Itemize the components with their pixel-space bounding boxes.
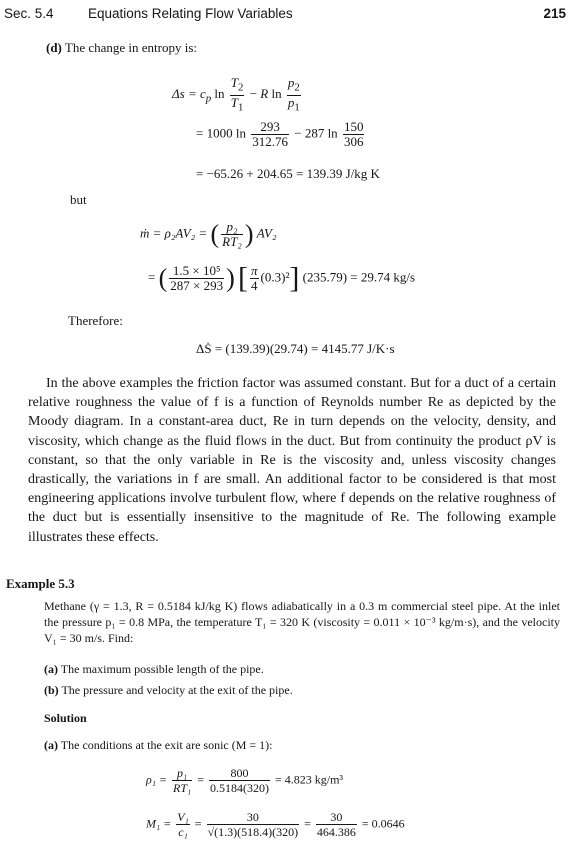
entropy-rate-equation: ΔṠ = (139.39)(29.74) = 4145.77 J/K·s xyxy=(196,341,395,356)
item-a-text: The maximum possible length of the pipe. xyxy=(60,662,264,676)
eq5-f1-num: 1.5 × 10⁵ xyxy=(169,264,224,279)
mass-flow-numeric xyxy=(148,261,416,295)
eq5-left-bracket: [ xyxy=(238,261,249,295)
section-title: Equations Relating Flow Variables xyxy=(88,6,293,21)
eq8-fraction-2 xyxy=(207,810,300,839)
entropy-result: = −65.26 + 204.65 = 139.39 J/kg K xyxy=(196,166,380,181)
item-a-label: (a) xyxy=(44,662,58,676)
sol-a-label: (a) xyxy=(44,738,58,752)
eq4-f-num: p₂ xyxy=(226,219,238,234)
eq8-fraction-3 xyxy=(316,810,357,839)
eq1-p-num-sub: 2 xyxy=(294,81,300,94)
eq7-fraction-2 xyxy=(209,766,270,795)
eq2-f1-num: 293 xyxy=(251,120,289,135)
eq1-r: R xyxy=(260,86,269,102)
solution-part-a xyxy=(44,738,273,753)
section-number: Sec. 5.4 xyxy=(4,6,54,21)
eq5-left-paren: ( xyxy=(158,263,168,293)
eq8-equals: = xyxy=(194,816,202,831)
eq1-temperature-ratio xyxy=(230,76,245,114)
eq2-f1-den: 312.76 xyxy=(252,134,288,149)
eq5-f2-den: 4 xyxy=(251,278,258,293)
page-header xyxy=(4,6,566,26)
eq1-p-den: p xyxy=(287,94,295,110)
eq1-cp-sub: p xyxy=(205,92,212,105)
entropy-equation xyxy=(172,76,303,114)
eq5-right-paren: ) xyxy=(226,263,235,293)
eq2-fraction-1 xyxy=(251,120,289,149)
body-paragraph: In the above examples the friction factor was assumed constant. But for a duct of a certain relative roughness the value of f is a function of Reynolds number Re as depicted by the Moody diagram. In a constant-area duct, Re in turn depends on the velocity, density, and viscosity, which change as the fluid flows in the duct. But from continuity the product ρV is constant, so that the only variable in Re is the viscosity and, unless viscosity changes drastically, the variations in f are small. An additional factor to be considered is that most engineering applications involve turbulent flow, where f depends on the relative roughness of the duct but is essentially insensitive to the magnitude of Re. The following example illustrates these effects. xyxy=(28,376,556,545)
eq5-f2-num: π xyxy=(251,263,258,278)
eq8-f1-num: V₁ xyxy=(177,810,189,824)
eq5-fraction-1 xyxy=(169,264,224,293)
eq5-fraction-2 xyxy=(250,264,259,293)
eq7-f1-den: RT₁ xyxy=(173,781,192,795)
eq7-equals: = xyxy=(197,772,204,787)
eq7-f2-den: 0.5184(320) xyxy=(210,781,269,795)
page-number: 215 xyxy=(543,6,566,21)
eq2-f2-den: 306 xyxy=(343,134,364,149)
eq4-f-den: RT₂ xyxy=(222,234,242,249)
mass-flow-equation xyxy=(140,220,277,249)
entropy-numeric-equation xyxy=(196,120,366,149)
example-title: Example 5.3 xyxy=(6,576,75,591)
part-d-intro xyxy=(46,40,197,56)
item-b-text: The pressure and velocity at the exit of the pipe. xyxy=(61,683,293,697)
eq1-lhs: Δs = xyxy=(172,86,197,102)
item-a xyxy=(44,662,264,677)
eq2-f2-num: 150 xyxy=(343,119,364,134)
eq1-ln2: ln xyxy=(271,86,282,102)
eq8-f2-num: 30 xyxy=(207,810,300,825)
eq2-fraction-2 xyxy=(343,120,365,149)
eq8-lhs: M₁ = xyxy=(146,816,172,831)
eq8-f3-den: 464.386 xyxy=(316,825,356,839)
item-b xyxy=(44,683,293,698)
eq8-fraction-1 xyxy=(176,810,190,839)
eq2-minus: − xyxy=(294,125,302,141)
eq1-p-num: p xyxy=(287,75,295,90)
therefore-word: Therefore: xyxy=(68,313,123,328)
mach-equation xyxy=(146,810,405,839)
eq5-f1-den: 287 × 293 xyxy=(170,278,224,293)
part-d-text: The change in entropy is: xyxy=(64,40,198,55)
eq5-equals: = xyxy=(148,269,156,285)
eq7-f2-num: 800 xyxy=(209,766,270,781)
sol-a-text: The conditions at the exit are sonic (M = 1): xyxy=(60,738,273,752)
but-word: but xyxy=(70,192,87,207)
eq1-minus: − xyxy=(249,86,258,102)
eq1-t-den: T xyxy=(230,94,239,110)
eq7-fraction-1 xyxy=(172,766,192,795)
eq4-fraction xyxy=(221,220,243,249)
eq8-f2-den: √(1.3)(518.4)(320) xyxy=(207,825,299,839)
eq7-f1-num: p₁ xyxy=(177,766,188,780)
eq8-f1-den: c₁ xyxy=(178,825,188,839)
part-d-label: (d) xyxy=(46,40,62,55)
item-b-label: (b) xyxy=(44,683,59,697)
eq2-term-a: 1000 ln xyxy=(206,125,246,141)
eq1-ln1: ln xyxy=(214,86,225,102)
eq7-lhs: ρ₁ = xyxy=(146,772,168,787)
eq8-rest: = 0.0646 xyxy=(361,816,405,831)
solution-title: Solution xyxy=(44,711,87,725)
eq5-inner: (0.3)² xyxy=(260,269,290,285)
eq4-mid: ρ₂AV₂ = xyxy=(164,225,208,241)
eq1-pressure-ratio xyxy=(287,76,301,114)
eq8-equals-2: = xyxy=(304,816,311,831)
eq5-rest: (235.79) = 29.74 kg/s xyxy=(302,269,416,285)
eq4-lhs: ṁ = xyxy=(140,225,162,241)
eq1-p-den-sub: 1 xyxy=(294,101,300,114)
eq4-left-paren: ( xyxy=(210,219,220,249)
eq8-f3-num: 30 xyxy=(316,810,357,825)
eq5-right-bracket: ] xyxy=(289,261,300,295)
example-text: Methane (γ = 1.3, R = 0.5184 kJ/kg K) flows adiabatically in a 0.3 m commercial steel pipe. At the inlet the pressure p₁ = 0.8 MPa, the temperature T₁ = 320 K (viscosity = 0.011 × 10⁻³ kg/m·s), and the velocity V₁ = 30 m/s. Find: xyxy=(44,599,560,645)
eq7-rest: = 4.823 kg/m³ xyxy=(275,772,344,787)
eq2-term-b: 287 ln xyxy=(304,125,338,141)
eq1-t-den-sub: 1 xyxy=(238,101,244,114)
density-equation xyxy=(146,766,343,795)
eq1-t-num-sub: 2 xyxy=(238,81,244,94)
eq4-rhs: AV₂ xyxy=(256,225,277,241)
eq4-right-paren: ) xyxy=(244,219,254,249)
eq1-t-num: T xyxy=(230,75,239,90)
eq2-equals: = xyxy=(196,125,204,141)
eq1-cp: c xyxy=(199,86,206,102)
